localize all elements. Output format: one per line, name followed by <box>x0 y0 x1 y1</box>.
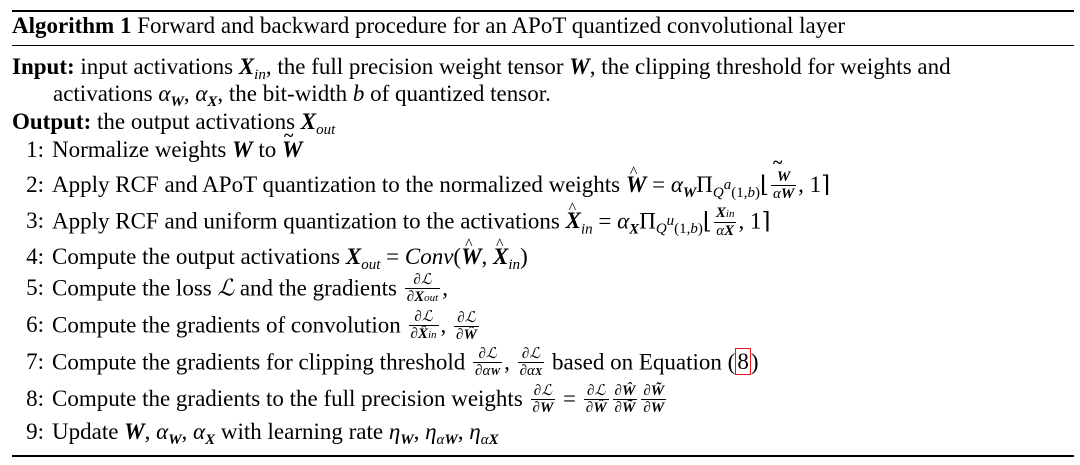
step-number: 2: <box>26 171 44 197</box>
step-text: Compute the loss <box>52 275 212 301</box>
step-1: 1: Normalize weights W to ~ W <box>12 136 302 164</box>
step-3: 3: Apply RCF and uniform quantization to the activations ^ $X_{in}$ = $\alpha_X\Pi_{Q^u(1,b)}⌊$ $\frac{\text{Xin}}{\alpha X}$ , 1⌉ <box>12 206 770 240</box>
step-8: 8: Compute the gradients to the full precision weights $\frac{\text{∂ℒ}}{\partial W}$ = $\frac{\text{∂ℒ}}{\partial Ŵ}$ $\frac{\partial Ŵ}{\partial W̃}$ $\frac{\partial W̃}{\partial W}$ <box>12 384 668 417</box>
output-text: the output activations <box>97 109 296 134</box>
input-text: , the full precision weight tensor <box>265 54 564 79</box>
step-number: 6: <box>26 312 44 338</box>
equation-link[interactable]: 8 <box>737 349 749 375</box>
step-number: 7: <box>26 349 44 375</box>
algorithm-label: Algorithm 1 <box>12 13 132 38</box>
step-number: 4: <box>26 244 44 269</box>
step-text: and the gradients <box>239 275 397 301</box>
step-text: to <box>258 137 277 162</box>
step-text: with learning rate <box>220 419 384 444</box>
algorithm-title: Forward and backward procedure for an APoT quantized convolutional layer <box>137 13 846 38</box>
input-text: input activations <box>80 54 234 79</box>
step-text: Compute the gradients to the full precision weights <box>52 385 523 411</box>
step-text: Normalize weights <box>52 137 227 162</box>
step-text: Compute the gradients of convolution <box>52 312 401 338</box>
step-number: 5: <box>26 275 44 301</box>
step-text: Compute the output activations <box>52 244 341 269</box>
bottom-rule <box>12 455 1074 457</box>
input-text: activations <box>53 81 153 106</box>
step-number: 8: <box>26 385 44 411</box>
output-label: Output: <box>12 109 92 134</box>
step-number: 3: <box>26 208 44 234</box>
step-2: 2: Apply RCF and APoT quantization to the normalized weights ^ $W = \alpha_W\Pi_{Q^a(1,b)}⌊$ ~ $\frac{W}{\alpha W}$ , 1⌉ <box>12 170 830 203</box>
step-6: 6: Compute the gradients of convolution $\frac{\text{∂ℒ}}{\partial X̂in}$ , $\frac{\text{∂ℒ}}{\partial Ŵ}$ <box>12 310 481 344</box>
input-text: of quantized tensor. <box>370 81 551 106</box>
algorithm-caption <box>12 12 845 40</box>
step-7: 7: Compute the gradients for clipping threshold $\frac{\text{∂ℒ}}{\partial\alpha W}$ , $\frac{\text{∂ℒ}}{\partial\alpha X}$ based on Equation (8) <box>12 347 759 381</box>
step-number: 1: <box>26 137 44 162</box>
input-text: , the bit-width <box>217 81 348 106</box>
step-text: Update <box>52 419 119 444</box>
step-number: 9: <box>26 419 44 444</box>
step-5: 5: Compute the loss ℒ and the gradients $\frac{\text{∂ℒ}}{\text{∂Xout}}$ , <box>12 273 448 307</box>
step-text: Apply RCF and uniform quantization to the activations <box>52 208 560 234</box>
step-text: Apply RCF and APoT quantization to the normalized weights <box>52 171 621 197</box>
step-4: 4: Compute the output activations $X_{out}$ = Conv(^ W, ^ $X_{in}$) <box>12 243 528 271</box>
step-text: Compute the gradients for clipping threshold <box>52 349 466 375</box>
input-label: Input: <box>12 54 75 79</box>
step-text: based on Equation <box>552 349 722 375</box>
output-line: Output: the output activations $X_{out}$ <box>12 109 336 138</box>
caption-rule <box>12 45 1074 46</box>
input-line: Input: input activations $X_{in}$, the full precision weight tensor W, the clipping threshold for weights and <box>12 54 951 83</box>
step-9: 9: Update W, $\alpha_W$, $\alpha_X$ with learning rate $\eta_W$, $\eta_{\alpha W}$, $\eta_{\alpha X}$ <box>12 418 499 446</box>
input-text: , the clipping threshold for weights and <box>589 54 951 79</box>
input-line-2: activations $\alpha_W$, $\alpha_X$, the bit-width b of quantized tensor. <box>53 81 551 110</box>
